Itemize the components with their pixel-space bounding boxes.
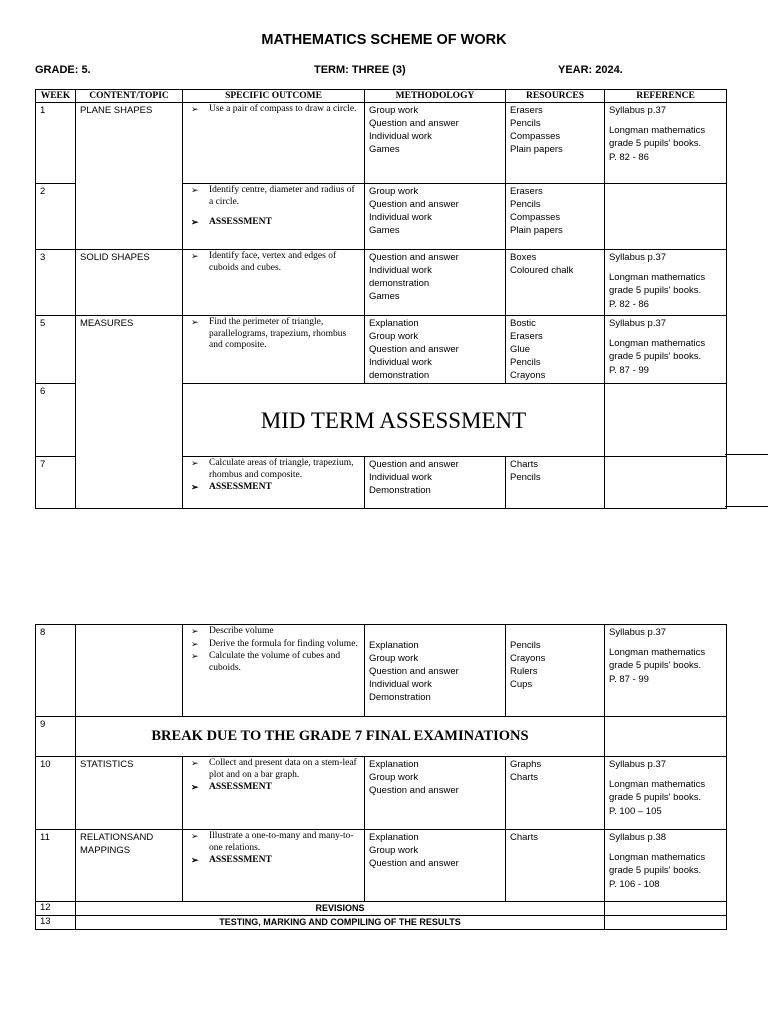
- table-row: [36, 625, 727, 717]
- term-label: TERM: THREE (3): [314, 64, 406, 76]
- reference-cell: [605, 916, 727, 930]
- list-item: Question and answer: [369, 344, 459, 355]
- arrow-bullet-icon: ➢: [191, 831, 199, 841]
- list-item: Question and answer: [369, 252, 459, 263]
- outcome-text: Collect and present data on a stem-leaf plot and on a bar graph.: [209, 758, 357, 780]
- reference-cell: [605, 384, 727, 457]
- header-methodology: METHODOLOGY: [365, 90, 506, 103]
- outcome-text: Describe volume: [209, 626, 274, 636]
- resources-cell: [506, 457, 605, 509]
- list-item: Compasses: [510, 131, 561, 142]
- outcome-text: ASSESSMENT: [209, 855, 272, 865]
- list-item: Charts: [510, 772, 538, 783]
- page-range: P. 82 - 86: [609, 151, 649, 163]
- list-item: demonstration: [369, 370, 430, 381]
- syllabus-ref: Syllabus p.37: [609, 759, 667, 770]
- outcome-item: [187, 185, 360, 208]
- header-resources: RESOURCES: [506, 90, 605, 103]
- week-cell: 6: [36, 384, 76, 457]
- list-item: Group work: [369, 105, 419, 116]
- page-range: P. 106 - 108: [609, 878, 660, 890]
- outcome-text: Use a pair of compass to draw a circle.: [209, 104, 357, 114]
- header-reference: REFERENCE: [605, 90, 727, 103]
- reference-cell: [605, 316, 727, 384]
- arrow-bullet-icon: ➢: [191, 758, 199, 768]
- methodology-cell: [365, 103, 506, 184]
- scheme-table-part-1: [35, 89, 727, 509]
- week-cell: 11: [36, 830, 76, 902]
- reference-cell: [605, 250, 727, 316]
- overflow-cell: [725, 454, 768, 507]
- list-item: Group work: [369, 186, 419, 197]
- arrow-bullet-icon: ➢: [191, 482, 199, 492]
- list-item: Graphs: [510, 759, 542, 770]
- list-item: Pencils: [510, 472, 541, 483]
- page-range: P. 87 - 99: [609, 364, 649, 376]
- table-row: [36, 757, 727, 830]
- table-row: [36, 916, 727, 930]
- outcome-cell: [183, 103, 365, 184]
- assessment-label: [187, 482, 360, 494]
- table-row: [36, 103, 727, 184]
- list-item: Explanation: [369, 832, 419, 843]
- outcome-text: ASSESSMENT: [209, 217, 272, 227]
- list-item: Individual work: [369, 212, 432, 223]
- outcome-text: Find the perimeter of triangle, parallelograms, trapezium, rhombus and composite.: [209, 317, 347, 350]
- list-item: Games: [369, 291, 400, 302]
- outcome-text: Illustrate a one-to-many and many-to-one relations.: [209, 831, 354, 853]
- list-item: Cups: [510, 679, 533, 690]
- list-item: Question and answer: [369, 666, 459, 677]
- methodology-cell: [365, 757, 506, 830]
- arrow-bullet-icon: ➢: [191, 626, 199, 636]
- grade-label: GRADE: 5.: [35, 64, 91, 76]
- outcome-text: ASSESSMENT: [209, 482, 272, 492]
- resources-cell: [506, 625, 605, 717]
- list-item: Pencils: [510, 199, 541, 210]
- resources-cell: [506, 250, 605, 316]
- arrow-bullet-icon: ➢: [191, 104, 199, 114]
- book-ref: Longman mathematics grade 5 pupils' books.: [609, 124, 706, 149]
- table-row: [36, 316, 727, 384]
- reference-cell: [605, 625, 727, 717]
- list-item: Group work: [369, 653, 419, 664]
- week-cell: 3: [36, 250, 76, 316]
- list-item: Erasers: [510, 105, 543, 116]
- table-row: [36, 902, 727, 916]
- list-item: Compasses: [510, 212, 561, 223]
- list-item: Explanation: [369, 318, 419, 329]
- syllabus-ref: Syllabus p.37: [609, 105, 667, 116]
- list-item: Crayons: [510, 370, 546, 381]
- outcome-item: [187, 639, 360, 651]
- list-item: Plain papers: [510, 144, 563, 155]
- list-item: Charts: [510, 459, 538, 470]
- week-cell: 12: [36, 902, 76, 916]
- list-item: Rulers: [510, 666, 538, 677]
- reference-cell: [605, 717, 727, 757]
- list-item: Group work: [369, 331, 419, 342]
- outcome-item: [187, 626, 360, 638]
- list-item: Crayons: [510, 653, 546, 664]
- topic-cell: [76, 625, 183, 717]
- list-item: Individual work: [369, 131, 432, 142]
- arrow-bullet-icon: ➢: [191, 458, 199, 468]
- list-item: Games: [369, 144, 400, 155]
- week-cell: 8: [36, 625, 76, 717]
- reference-cell: [605, 757, 727, 830]
- header-week: WEEK: [36, 90, 76, 103]
- list-item: Erasers: [510, 331, 543, 342]
- week-cell: 2: [36, 184, 76, 250]
- list-item: Demonstration: [369, 692, 431, 703]
- syllabus-ref: Syllabus p.38: [609, 832, 667, 843]
- list-item: demonstration: [369, 278, 430, 289]
- list-item: Pencils: [510, 640, 541, 651]
- reference-cell: [605, 457, 727, 509]
- outcome-cell: [183, 625, 365, 717]
- outcome-cell: [183, 757, 365, 830]
- table-row: [36, 830, 727, 902]
- week-cell: 10: [36, 757, 76, 830]
- list-item: Question and answer: [369, 199, 459, 210]
- list-item: Boxes: [510, 252, 537, 263]
- list-item: Erasers: [510, 186, 543, 197]
- list-item: Explanation: [369, 759, 419, 770]
- list-item: Question and answer: [369, 785, 459, 796]
- page-range: P. 87 - 99: [609, 673, 649, 685]
- resources-cell: [506, 830, 605, 902]
- list-item: Question and answer: [369, 858, 459, 869]
- outcome-item: [187, 758, 360, 781]
- outcome-cell: [183, 830, 365, 902]
- page-title: MATHEMATICS SCHEME OF WORK: [261, 32, 507, 48]
- reference-cell: [605, 184, 727, 250]
- list-item: Coloured chalk: [510, 265, 574, 276]
- arrow-bullet-icon: ➢: [191, 251, 199, 261]
- list-item: Pencils: [510, 357, 541, 368]
- outcome-item: [187, 651, 360, 674]
- testing-row-text: TESTING, MARKING AND COMPILING OF THE RESULTS: [76, 916, 605, 930]
- assessment-label: [187, 782, 360, 794]
- week-cell: 5: [36, 316, 76, 384]
- book-ref: Longman mathematics grade 5 pupils' books.: [609, 337, 706, 362]
- arrow-bullet-icon: ➢: [191, 651, 199, 661]
- outcome-text: Calculate areas of triangle, trapezium, rhombus and composite.: [209, 458, 354, 480]
- page-range: P. 82 - 86: [609, 298, 649, 310]
- list-item: Glue: [510, 344, 531, 355]
- methodology-cell: [365, 830, 506, 902]
- outcome-cell: [183, 184, 365, 250]
- outcome-cell: [183, 457, 365, 509]
- list-item: Question and answer: [369, 459, 459, 470]
- topic-cell: PLANE SHAPES: [76, 103, 183, 250]
- week-cell: 13: [36, 916, 76, 930]
- year-label: YEAR: 2024.: [558, 64, 623, 76]
- methodology-cell: [365, 316, 506, 384]
- arrow-bullet-icon: ➢: [191, 217, 199, 227]
- revisions-row-text: REVISIONS: [76, 902, 605, 916]
- topic-cell: SOLID SHAPES: [76, 250, 183, 316]
- list-item: Question and answer: [369, 118, 459, 129]
- reference-cell: [605, 103, 727, 184]
- outcome-text: Identify centre, diameter and radius of a circle.: [209, 185, 355, 207]
- book-ref: Longman mathematics grade 5 pupils' books.: [609, 778, 706, 803]
- methodology-cell: [365, 457, 506, 509]
- outcome-item: [187, 831, 360, 854]
- list-item: Bostic: [510, 318, 536, 329]
- outcome-item: [187, 317, 360, 352]
- assessment-label: [187, 855, 360, 867]
- table-row: [36, 717, 727, 757]
- resources-cell: [506, 103, 605, 184]
- list-item: Individual work: [369, 265, 432, 276]
- arrow-bullet-icon: ➢: [191, 782, 199, 792]
- methodology-cell: [365, 625, 506, 717]
- resources-cell: [506, 757, 605, 830]
- arrow-bullet-icon: ➢: [191, 638, 199, 649]
- topic-cell: STATISTICS: [76, 757, 183, 830]
- header-topic: CONTENT/TOPIC: [76, 90, 183, 103]
- list-item: Games: [369, 225, 400, 236]
- outcome-item: [187, 251, 360, 274]
- list-item: Individual work: [369, 472, 432, 483]
- list-item: Group work: [369, 845, 419, 856]
- list-item: Pencils: [510, 118, 541, 129]
- outcome-item: [187, 104, 360, 116]
- outcome-text: ASSESSMENT: [209, 782, 272, 792]
- topic-cell: RELATIONSAND MAPPINGS: [76, 830, 183, 902]
- assessment-label: [187, 217, 360, 229]
- list-item: Charts: [510, 832, 538, 843]
- outcome-cell: [183, 316, 365, 384]
- week-cell: 1: [36, 103, 76, 184]
- arrow-bullet-icon: ➢: [191, 855, 199, 865]
- list-item: Group work: [369, 772, 419, 783]
- page-range: P. 100 – 105: [609, 805, 662, 817]
- book-ref: Longman mathematics grade 5 pupils' books.: [609, 271, 706, 296]
- list-item: Demonstration: [369, 485, 431, 496]
- methodology-cell: [365, 250, 506, 316]
- book-ref: Longman mathematics grade 5 pupils' books.: [609, 851, 706, 876]
- list-item: Plain papers: [510, 225, 563, 236]
- list-item: Individual work: [369, 357, 432, 368]
- list-item: Individual work: [369, 679, 432, 690]
- outcome-text: Calculate the volume of cubes and cuboids.: [209, 651, 341, 673]
- scheme-table-part-2: [35, 624, 727, 930]
- break-banner: BREAK DUE TO THE GRADE 7 FINAL EXAMINATIONS: [76, 717, 605, 757]
- outcome-cell: [183, 250, 365, 316]
- methodology-cell: [365, 184, 506, 250]
- header-outcome: SPECIFIC OUTCOME: [183, 90, 365, 103]
- outcome-text: Identify face, vertex and edges of cuboids and cubes.: [209, 251, 337, 273]
- outcome-text: Derive the formula for finding volume.: [209, 638, 358, 649]
- syllabus-ref: Syllabus p.37: [609, 318, 667, 329]
- reference-cell: [605, 830, 727, 902]
- syllabus-ref: Syllabus p.37: [609, 252, 667, 263]
- arrow-bullet-icon: ➢: [191, 185, 199, 195]
- midterm-banner: MID TERM ASSESSMENT: [183, 384, 605, 457]
- syllabus-ref: Syllabus p.37: [609, 627, 667, 638]
- resources-cell: [506, 316, 605, 384]
- topic-cell: MEASURES: [76, 316, 183, 509]
- resources-cell: [506, 184, 605, 250]
- arrow-bullet-icon: ➢: [191, 317, 199, 327]
- outcome-item: [187, 458, 360, 481]
- table-row: [36, 250, 727, 316]
- week-cell: 9: [36, 717, 76, 757]
- list-item: Explanation: [369, 640, 419, 651]
- table-header-row: [36, 90, 727, 103]
- week-cell: 7: [36, 457, 76, 509]
- reference-cell: [605, 902, 727, 916]
- book-ref: Longman mathematics grade 5 pupils' books.: [609, 646, 706, 671]
